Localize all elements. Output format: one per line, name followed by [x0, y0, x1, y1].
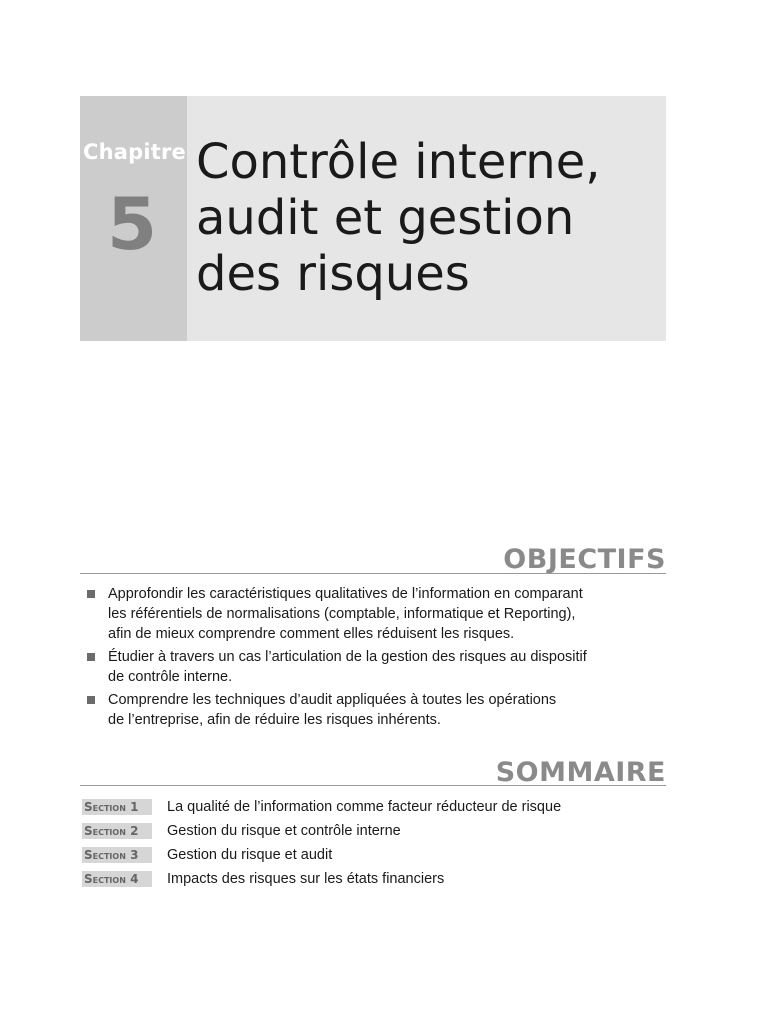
objective-item — [86, 690, 646, 730]
section-title: La qualité de l’information comme facteur réducteur de risque — [167, 799, 562, 815]
sommaire-rule — [80, 785, 666, 786]
objectifs-heading: OBJECTIFS — [503, 544, 666, 575]
section-label: Section 3 — [82, 847, 152, 863]
square-bullet-icon — [87, 653, 95, 661]
chapter-header — [80, 96, 666, 341]
chapter-band — [80, 96, 187, 341]
objectifs-rule — [80, 573, 666, 574]
objective-line: Approfondir les caractéristiques qualitatives de l’information en comparant — [108, 586, 583, 602]
summary-row — [82, 869, 662, 893]
summary-list — [82, 797, 662, 893]
chapter-word: Chapitre — [83, 140, 187, 164]
objectives-list — [86, 584, 646, 733]
square-bullet-icon — [87, 590, 95, 598]
summary-row — [82, 797, 662, 821]
summary-row — [82, 845, 662, 869]
chapter-title-line: audit et gestion — [196, 190, 575, 246]
objective-line: les référentiels de normalisations (comptable, informatique et Reporting), — [108, 606, 576, 622]
objective-item — [86, 647, 646, 687]
chapter-number: 5 — [106, 182, 158, 266]
objective-item — [86, 584, 646, 644]
objective-line: Étudier à travers un cas l’articulation de la gestion des risques au dispositif — [108, 649, 587, 665]
summary-row — [82, 821, 662, 845]
chapter-title — [196, 134, 656, 302]
section-title: Gestion du risque et audit — [167, 847, 333, 863]
square-bullet-icon — [87, 696, 95, 704]
objective-line: Comprendre les techniques d’audit appliquées à toutes les opérations — [108, 692, 557, 708]
objective-line: de l’entreprise, afin de réduire les risques inhérents. — [108, 712, 441, 728]
chapter-title-line: Contrôle interne, — [196, 134, 601, 190]
objective-line: afin de mieux comprendre comment elles réduisent les risques. — [108, 626, 515, 642]
section-title: Gestion du risque et contrôle interne — [167, 823, 401, 839]
sommaire-heading: SOMMAIRE — [495, 757, 666, 788]
objective-line: de contrôle interne. — [108, 669, 233, 685]
section-title: Impacts des risques sur les états financiers — [167, 871, 445, 887]
section-label: Section 4 — [82, 871, 152, 887]
chapter-title-line: des risques — [196, 246, 470, 302]
section-label: Section 1 — [82, 799, 152, 815]
section-label: Section 2 — [82, 823, 152, 839]
